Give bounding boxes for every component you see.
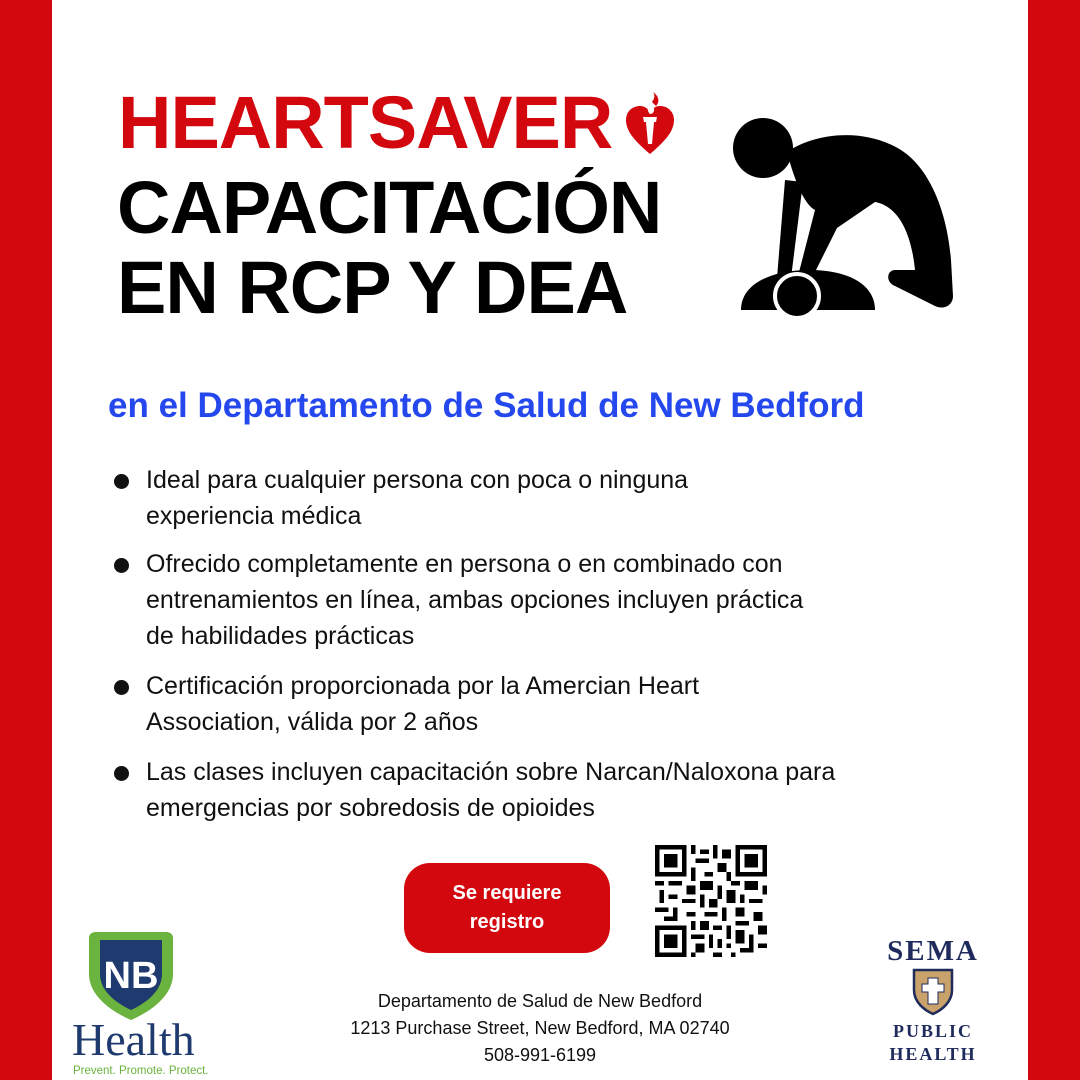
registration-required-button[interactable] <box>404 863 610 953</box>
location-subtitle: en el Departamento de Salud de New Bedford <box>108 386 865 425</box>
address-block <box>300 988 780 1069</box>
sema-public-health-logo <box>876 932 990 1068</box>
nb-health-wordmark: Health <box>72 1014 195 1065</box>
left-red-border <box>0 0 52 1080</box>
page-title <box>117 168 661 328</box>
list-item: Las clases incluyen capacitación sobre Narcan/Naloxona para emergencias por sobredosis de opioides <box>114 754 994 826</box>
bullet-dot-icon <box>114 474 129 489</box>
list-item: Ofrecido completamente en persona o en combinado con entrenamientos en línea, ambas opciones incluyen práctica de habilidades prácticas <box>114 546 994 654</box>
phone-number[interactable]: 508-991-6199 <box>483 1045 597 1065</box>
brand-heartsaver: HEARTSAVER <box>118 81 613 164</box>
cpr-person-icon <box>725 110 970 325</box>
bullet-dot-icon <box>114 558 129 573</box>
title-line-1: CAPACITACIÓN <box>117 166 662 249</box>
registration-line-1: Se requiere <box>452 882 562 904</box>
registration-line-2: registro <box>469 911 545 933</box>
feature-list <box>114 462 994 826</box>
bullet-dot-icon <box>114 680 129 695</box>
street-address: 1213 Purchase Street, New Bedford, MA 02740 <box>350 1018 730 1038</box>
bullet-dot-icon <box>114 766 129 781</box>
nb-tagline: Prevent. Promote. Protect. <box>73 1065 209 1077</box>
heart-torch-icon <box>622 92 678 156</box>
department-name: Departamento de Salud de New Bedford <box>377 991 703 1011</box>
title-line-2: EN RCP Y DEA <box>117 246 628 329</box>
list-item: Certificación proporcionada por la Amercian Heart Association, válida por 2 años <box>114 668 994 740</box>
sema-health: HEALTH <box>889 1044 977 1064</box>
right-red-border <box>1028 0 1080 1080</box>
qr-code[interactable] <box>655 845 767 957</box>
nb-health-logo <box>70 928 220 1078</box>
nb-initials: NB <box>103 955 159 997</box>
sema-public: PUBLIC <box>892 1021 974 1041</box>
list-item: Ideal para cualquier persona con poca o ninguna experiencia médica <box>114 462 994 534</box>
sema-wordmark: SEMA <box>887 935 979 967</box>
